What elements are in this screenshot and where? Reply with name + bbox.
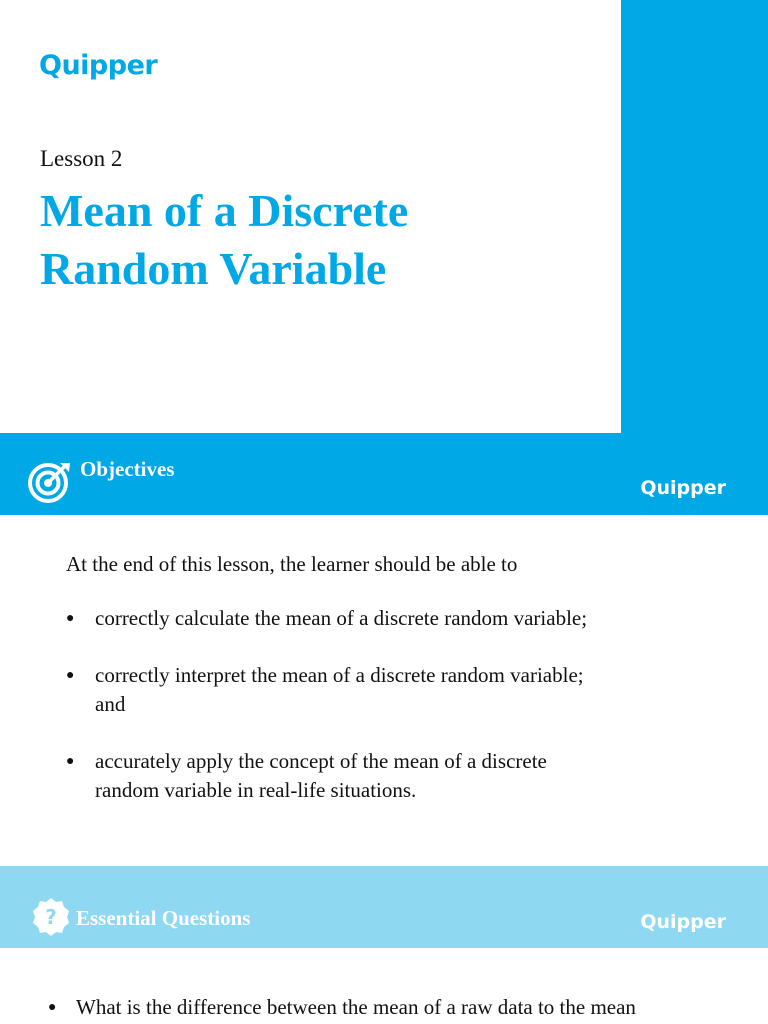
essential-question-text: What is the difference between the mean of a raw data to the mean (76, 995, 636, 1019)
essential-questions-list (48, 993, 748, 1022)
accent-side-bar (621, 0, 768, 433)
objective-item (66, 747, 686, 805)
essential-questions-title: Essential Questions (76, 906, 251, 930)
essential-question-item (48, 993, 748, 1022)
lesson-title-line-1: Mean of a Discrete (40, 185, 409, 236)
objective-item (66, 604, 686, 633)
objective-item-line-1: correctly calculate the mean of a discrete random variable; (95, 606, 588, 630)
target-icon (27, 459, 73, 505)
lesson-title-line-2: Random Variable (40, 243, 387, 294)
lesson-label: Lesson 2 (40, 146, 123, 171)
objective-item-line-1: accurately apply the concept of the mean of a discrete (95, 749, 547, 773)
svg-text:?: ? (45, 905, 57, 929)
objectives-quipper-logo: Quipper (640, 477, 726, 499)
objective-item (66, 661, 686, 719)
quipper-logo: Quipper (39, 50, 158, 81)
question-icon (30, 896, 72, 938)
essential-questions-quipper-logo: Quipper (640, 911, 726, 933)
objective-item-line-2: random variable in real-life situations. (95, 778, 417, 802)
essential-questions-section-bar (0, 866, 768, 948)
objectives-section-bar (0, 433, 768, 515)
objectives-list (66, 604, 686, 833)
objectives-intro: At the end of this lesson, the learner should be able to (66, 552, 518, 576)
objective-item-line-2: and (95, 692, 126, 716)
objectives-title: Objectives (80, 457, 175, 481)
objective-item-line-1: correctly interpret the mean of a discrete random variable; (95, 663, 584, 687)
lesson-title (40, 182, 600, 298)
